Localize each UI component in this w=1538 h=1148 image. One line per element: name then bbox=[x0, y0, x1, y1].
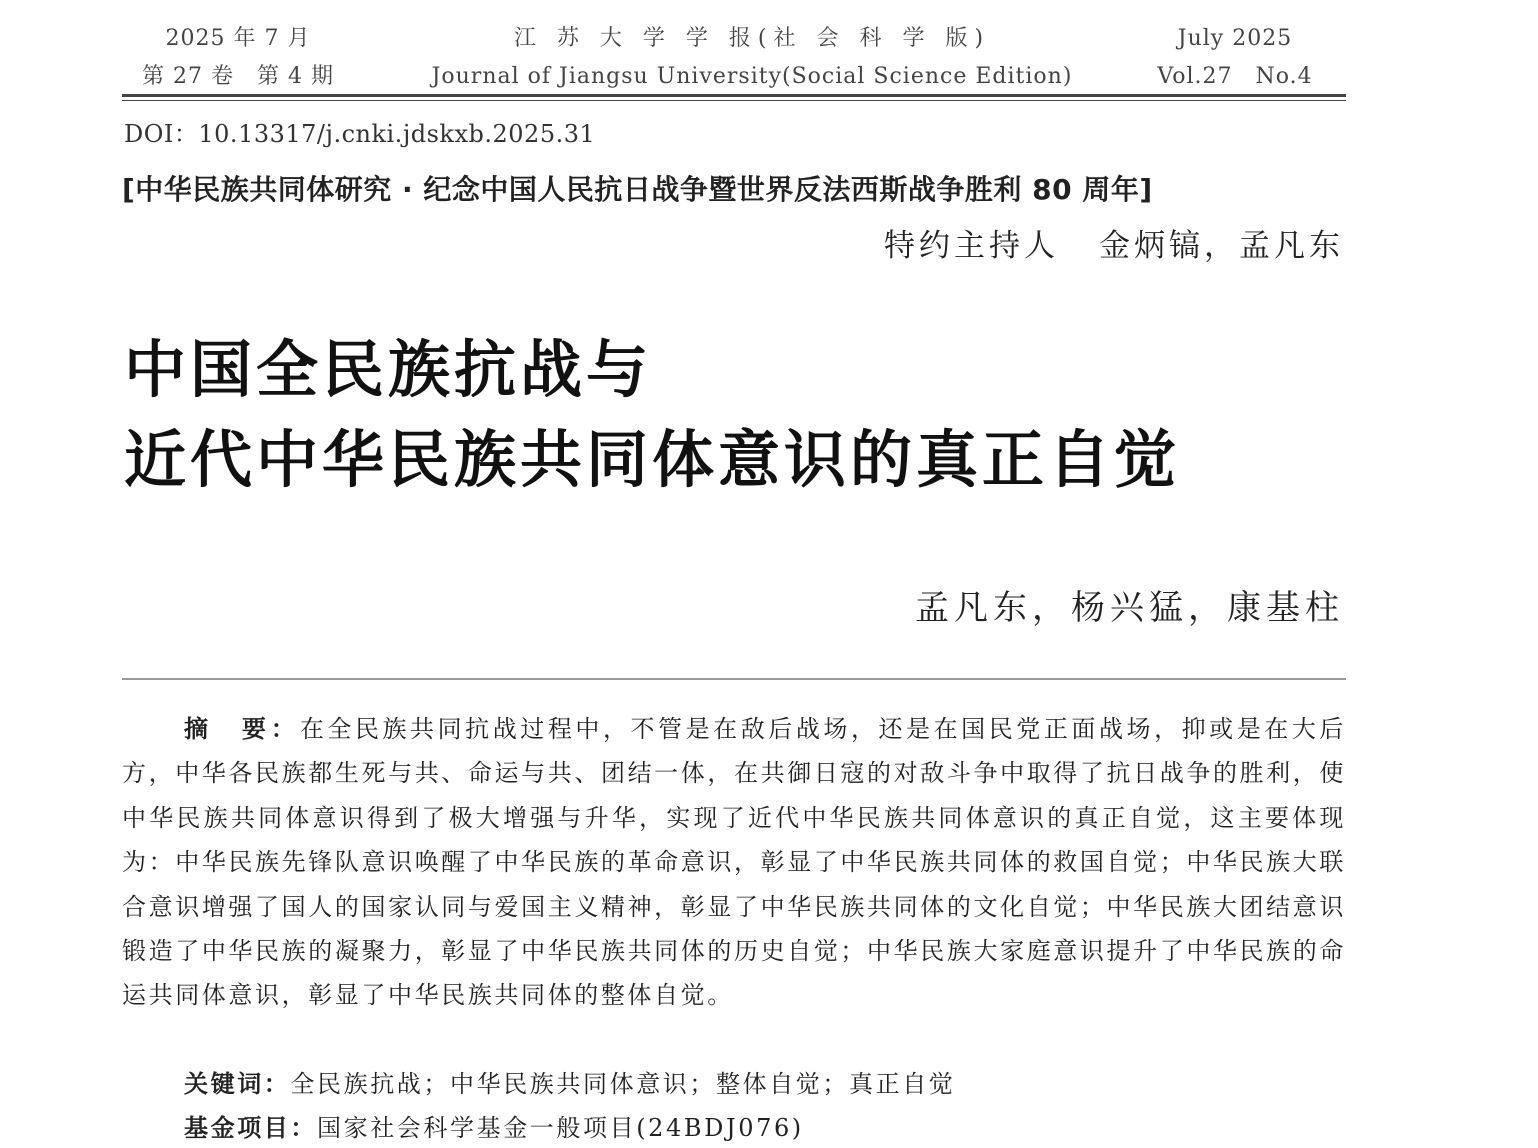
journal-page bbox=[122, 0, 1346, 1148]
volume-issue-en: Vol.27 No.4 bbox=[1157, 64, 1313, 89]
abstract-rule bbox=[122, 678, 1346, 680]
column-heading: [中华民族共同体研究 · 纪念中国人民抗日战争暨世界反法西斯战争胜利 80 周年] bbox=[122, 173, 1153, 206]
keywords bbox=[184, 1064, 955, 1099]
journal-name bbox=[422, 20, 1082, 96]
keywords-text: 全民族抗战；中华民族共同体意识；整体自觉；真正自觉 bbox=[290, 1070, 956, 1098]
volume-issue-cn: 第 27 卷 第 4 期 bbox=[142, 64, 334, 89]
journal-name-en: Journal of Jiangsu University(Social Science Edition) bbox=[431, 64, 1073, 89]
guest-host-line bbox=[884, 220, 1344, 265]
title-line-1: 中国全民族抗战与 bbox=[124, 333, 653, 406]
guest-host-label: 特约主持人 bbox=[884, 228, 1059, 264]
title-line-2: 近代中华民族共同体意识的真正自觉 bbox=[124, 423, 1181, 496]
authors: 孟凡东，杨兴猛，康基柱 bbox=[915, 588, 1344, 628]
header-rule-thick bbox=[122, 94, 1346, 97]
abstract-label: 摘 要： bbox=[184, 715, 300, 743]
issue-date-volume-en bbox=[1140, 20, 1330, 96]
header-rule-thin bbox=[122, 100, 1346, 101]
fund-text: 国家社会科学基金一般项目(24BDJ076) bbox=[317, 1114, 804, 1142]
issue-date-cn: 2025 年 7 月 bbox=[165, 26, 311, 51]
abstract bbox=[122, 707, 1346, 1018]
running-header bbox=[122, 14, 1346, 96]
abstract-text: 在全民族共同抗战过程中，不管是在敌后战场，还是在国民党正面战场，抑或是在大后方，中华各民族都生死与共、命运与共、团结一体，在共御日寇的对敌斗争中取得了抗日战争的胜利，使中华民族共同体意识得到了极大增强与升华，实现了近代中华民族共同体意识的真正自觉，这主要体现为：中华民族先锋队意识唤醒了中华民族的革命意识，彰显了中华民族共同体的救国自觉；中华民族大联合意识增强了国人的国家认同与爱国主义精神，彰显了中华民族共同体的文化自觉；中华民族大团结意识锻造了中华民族的凝聚力，彰显了中华民族共同体的历史自觉；中华民族大家庭意识提升了中华民族的命运共同体意识，彰显了中华民族共同体的整体自觉。 bbox=[122, 715, 1347, 1010]
issue-date-volume-cn bbox=[138, 20, 338, 96]
fund-project bbox=[184, 1108, 804, 1143]
keywords-label: 关键词： bbox=[184, 1070, 291, 1098]
issue-date-en: July 2025 bbox=[1177, 26, 1293, 51]
article-title bbox=[124, 325, 1180, 505]
doi: DOI：10.13317/j.cnki.jdskxb.2025.31 bbox=[124, 120, 596, 148]
journal-name-cn: 江 苏 大 学 学 报(社 会 科 学 版) bbox=[513, 26, 991, 51]
guest-host-names: 金炳镐，孟凡东 bbox=[1099, 228, 1344, 264]
fund-label: 基金项目： bbox=[184, 1114, 317, 1142]
